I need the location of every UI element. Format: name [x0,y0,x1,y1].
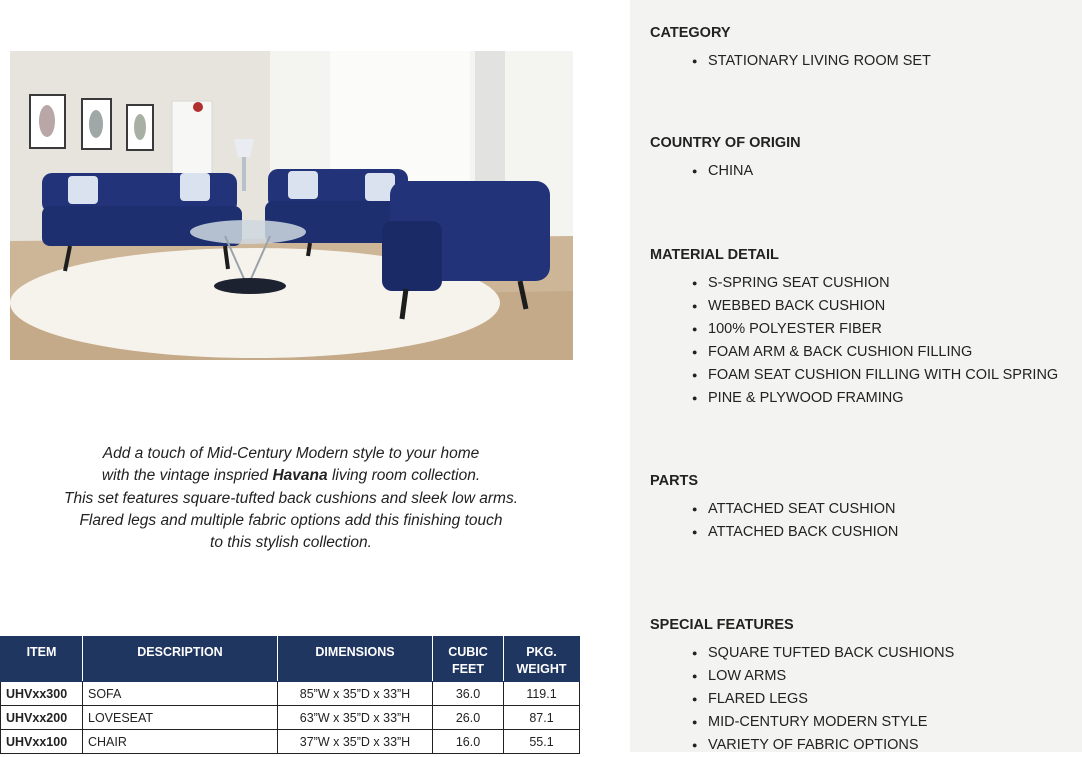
list-item: ● 100% POLYESTER FIBER [692,318,1058,341]
dimensions-cell: 63”W x 35”D x 33”H [278,706,433,730]
section-title: PARTS [650,473,699,489]
list-item: ● LOW ARMS [692,665,954,688]
section-list [650,50,931,73]
description-line: Flared legs and multiple fabric options add this finishing touch [79,511,503,529]
header-description: DESCRIPTION [83,637,278,682]
section-title: COUNTRY OF ORIGIN [650,135,801,151]
weight-cell: 55.1 [504,730,580,754]
description-cell: CHAIR [83,730,278,754]
description-line: Add a touch of Mid-Century Modern style to your home [102,445,480,462]
header-dimensions: DIMENSIONS [278,637,433,682]
description-text: with the vintage inspried [101,467,273,485]
list-item: ● STATIONARY LIVING ROOM SET [692,50,931,73]
section-list [650,642,954,757]
collection-description [0,443,582,554]
description-line: to this stylish collection. [210,534,372,552]
header-cubic-feet: CUBIC FEET [433,637,504,682]
cubic-feet-cell: 16.0 [433,730,504,754]
section-title: SPECIAL FEATURES [650,617,794,633]
list-item: ● SQUARE TUFTED BACK CUSHIONS [692,642,954,665]
section-material-detail [650,247,1058,409]
description-cell: LOVESEAT [83,706,278,730]
list-item: ● MID-CENTURY MODERN STYLE [692,711,954,734]
description-cell: SOFA [83,682,278,706]
list-item: ● PINE & PLYWOOD FRAMING [692,387,1058,410]
dimensions-cell: 85”W x 35”D x 33”H [278,682,433,706]
header-item: ITEM [1,637,83,682]
section-country-of-origin [650,135,801,183]
section-category [650,25,931,73]
section-special-features [650,617,954,757]
table-row [1,682,580,706]
item-cell: UHVxx100 [1,730,83,754]
section-title: CATEGORY [650,25,731,41]
dimensions-cell: 37”W x 35”D x 33”H [278,730,433,754]
list-item: ● S-SPRING SEAT CUSHION [692,272,1058,295]
description-text: living room collection. [327,467,481,485]
section-title: MATERIAL DETAIL [650,247,779,263]
items-table [0,636,580,754]
list-item: ● FOAM SEAT CUSHION FILLING WITH COIL SPRING [692,364,1058,387]
description-line: This set features square-tufted back cushions and sleek low arms. [63,489,519,507]
weight-cell: 87.1 [504,706,580,730]
collection-name: Havana [272,467,328,485]
spec-panel [630,0,1082,752]
product-photo [10,51,573,360]
cubic-feet-cell: 36.0 [433,682,504,706]
item-cell: UHVxx200 [1,706,83,730]
list-item: ● WEBBED BACK CUSHION [692,295,1058,318]
description-line [0,465,582,487]
header-pkg-weight: PKG. WEIGHT [504,637,580,682]
section-list [650,272,1058,409]
list-item: ● FLARED LEGS [692,688,954,711]
list-item: ● VARIETY OF FABRIC OPTIONS [692,734,954,757]
list-item: ● CHINA [692,160,801,183]
list-item: ● FOAM ARM & BACK CUSHION FILLING [692,341,1058,364]
list-item: ● ATTACHED SEAT CUSHION [692,498,898,521]
cubic-feet-cell: 26.0 [433,706,504,730]
section-list [650,160,801,183]
weight-cell: 119.1 [504,682,580,706]
section-list [650,498,898,544]
table-row [1,706,580,730]
section-parts [650,473,898,544]
list-item: ● ATTACHED BACK CUSHION [692,521,898,544]
item-cell: UHVxx300 [1,682,83,706]
table-header-row [1,637,580,682]
table-row [1,730,580,754]
